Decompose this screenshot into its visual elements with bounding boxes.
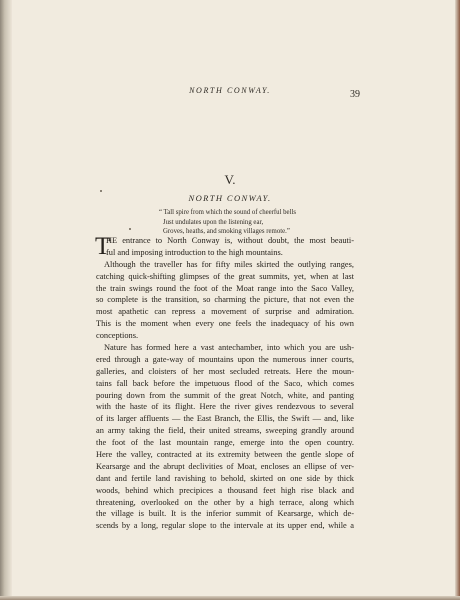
text-line: of its larger affluents — the East Branch, the Ellis, the Swift — and, like [96, 414, 354, 424]
text-line: ful and imposing introduction to the high mountains. [106, 247, 283, 257]
chapter-title: NORTH CONWAY. [188, 193, 272, 203]
text-line: most apathetic can repress a movement of surprise and admiration. [96, 307, 354, 317]
text-line: so complete is the transition, so charming the picture, that not even the [96, 295, 354, 305]
text-line: an army taking the field, their united streams, sweeping grandly around [96, 426, 354, 436]
text-line: tains fall back before the impetuous flood of the Saco, which comes [96, 378, 354, 388]
epigraph-line: Groves, heaths, and smoking villages remote.” [163, 228, 290, 235]
text-line: galleries, and cloisters of her most secluded retreats. Here the moun- [96, 366, 354, 376]
text-line: the village is built. It is the inferior summit of Kearsarge, which de- [96, 509, 354, 519]
text-line: with the haste of its flight. Here the river gives rendezvous to several [96, 402, 354, 412]
text-line: threatening, overlooked on the other by a high terrace, along which [96, 497, 354, 507]
text-line: the foot of the last mountain range, emerge into the open country. [96, 438, 354, 448]
running-head: NORTH CONWAY. [189, 86, 271, 95]
text-line: dant and fertile land ravishing to behold, skirted on one side by thick [96, 473, 354, 483]
text-line: pouring down from the summit of the great Notch, white, and panting [96, 390, 354, 400]
chapter-number: V. [224, 172, 236, 187]
page-number: 39 [350, 89, 360, 100]
epigraph-line: “ Tall spire from which the sound of cheerful bells [159, 209, 296, 216]
text-line: Here the valley, contracted at its extremity between the gentle slope of [96, 450, 354, 460]
text-line: woods, behind which precipices a thousand feet high rise black and [96, 485, 354, 495]
paper-speck [100, 190, 102, 192]
text-line: catching quick-shifting glimpses of the great summits, yet, when at last [96, 271, 354, 281]
epigraph-line: Just undulates upon the listening ear, [163, 218, 264, 226]
text-line: This is the moment when every one feels the inadequacy of his own [96, 319, 354, 329]
text-line: Although the traveller has for fifty miles skirted the outlying ranges, [104, 259, 354, 269]
text-line: ered through a gate-way of mountains upon the numerous inner courts, [96, 354, 354, 364]
page-bottom-edge [0, 596, 460, 600]
paper-speck [129, 228, 131, 230]
text-line: Nature has formed here a vast antechamber, into which you are ush- [104, 343, 354, 353]
text-line: scends by a long, regular slope to the intervale at its upper end, while a [96, 521, 354, 531]
text-line: Kearsarge and the abrupt declivities of Moat, encloses an ellipse of ver- [96, 461, 354, 471]
body-text [96, 235, 354, 532]
drop-cap: T [95, 233, 111, 260]
text-line: HE entrance to North Conway is, without doubt, the most beauti- [106, 236, 354, 245]
text-line: conceptions. [96, 331, 139, 341]
text-line: the train swings round the foot of the Moat range into the Saco Valley, [96, 283, 354, 293]
epigraph [159, 208, 296, 237]
